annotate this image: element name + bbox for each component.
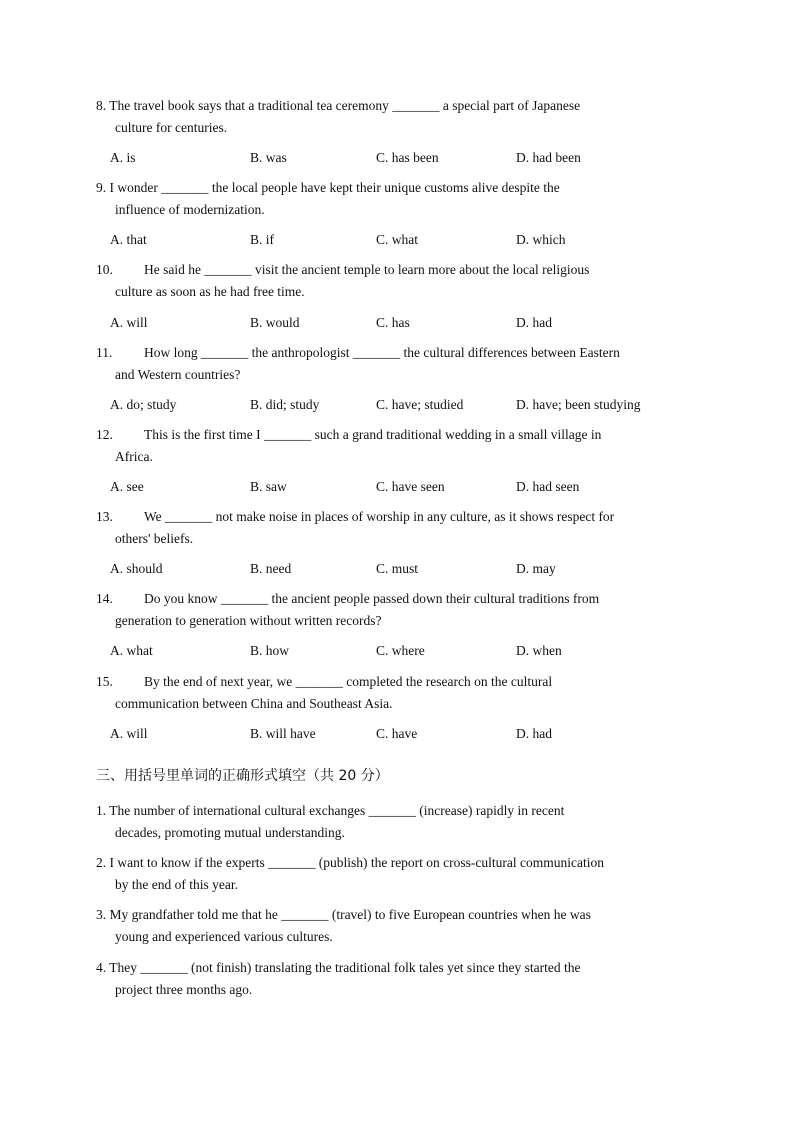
option-c: C. where <box>376 643 425 658</box>
question-10-options <box>110 312 710 334</box>
option-a: A. that <box>110 232 147 247</box>
option-d: D. had <box>516 726 552 741</box>
fill-item-2 <box>96 852 706 896</box>
item-text-cont: project three months ago. <box>115 982 253 997</box>
fill-item-4 <box>96 957 706 1001</box>
question-text: We _______ not make noise in places of worship in any culture, as it shows respect for <box>144 509 615 524</box>
question-10 <box>96 259 706 303</box>
option-b: B. did; study <box>250 397 320 412</box>
question-text: By the end of next year, we _______ completed the research on the cultural <box>144 674 553 689</box>
question-number: 8. <box>96 98 107 113</box>
item-number: 1. <box>96 803 107 818</box>
item-text-cont: young and experienced various cultures. <box>115 929 333 944</box>
item-text: My grandfather told me that he _______ (travel) to five European countries when he was <box>109 907 591 922</box>
question-text-cont: and Western countries? <box>115 367 241 382</box>
question-text-cont: generation to generation without written records? <box>115 613 382 628</box>
option-c: C. have seen <box>376 479 445 494</box>
item-number: 2. <box>96 855 107 870</box>
question-text-cont: influence of modernization. <box>115 202 265 217</box>
item-text: The number of international cultural exchanges _______ (increase) rapidly in recent <box>109 803 565 818</box>
option-d: D. when <box>516 643 562 658</box>
question-text: I wonder _______ the local people have kept their unique customs alive despite the <box>109 180 560 195</box>
item-text: They _______ (not finish) translating the traditional folk tales yet since they started the <box>109 960 581 975</box>
option-c: C. has <box>376 315 410 330</box>
question-text-cont: communication between China and Southeast Asia. <box>115 696 393 711</box>
question-14 <box>96 588 706 632</box>
option-a: A. should <box>110 561 163 576</box>
option-a: A. what <box>110 643 153 658</box>
item-text-cont: by the end of this year. <box>115 877 238 892</box>
question-11-options <box>110 394 710 416</box>
question-text-cont: Africa. <box>115 449 153 464</box>
option-b: B. saw <box>250 479 287 494</box>
option-b: B. if <box>250 232 275 247</box>
question-12-options <box>110 476 710 498</box>
fill-item-3 <box>96 904 706 948</box>
option-a: A. see <box>110 479 144 494</box>
question-text: He said he _______ visit the ancient temple to learn more about the local religious <box>144 262 590 277</box>
option-b: B. how <box>250 643 290 658</box>
question-15 <box>96 671 706 715</box>
question-number: 15. <box>96 674 113 689</box>
question-14-options <box>110 640 710 662</box>
option-d: D. had been <box>516 150 581 165</box>
question-number: 9. <box>96 180 107 195</box>
option-a: A. will <box>110 726 148 741</box>
option-b: B. need <box>250 561 292 576</box>
question-text: This is the first time I _______ such a grand traditional wedding in a small village in <box>144 427 602 442</box>
question-13-options <box>110 558 710 580</box>
fill-item-1 <box>96 800 706 844</box>
option-d: D. have; been studying <box>516 397 641 412</box>
option-c: C. have <box>376 726 418 741</box>
question-11 <box>96 342 706 386</box>
option-b: B. will have <box>250 726 316 741</box>
question-number: 11. <box>96 345 113 360</box>
question-text-cont: culture as soon as he had free time. <box>115 284 305 299</box>
question-8-options <box>110 147 710 169</box>
option-d: D. had seen <box>516 479 580 494</box>
item-text-cont: decades, promoting mutual understanding. <box>115 825 345 840</box>
option-b: B. was <box>250 150 287 165</box>
question-text: Do you know _______ the ancient people passed down their cultural traditions from <box>144 591 600 606</box>
question-number: 12. <box>96 427 113 442</box>
question-13 <box>96 506 706 550</box>
option-c: C. have; studied <box>376 397 464 412</box>
question-9-options <box>110 229 710 251</box>
question-text: The travel book says that a traditional tea ceremony _______ a special part of Japanese <box>109 98 581 113</box>
question-9 <box>96 177 706 221</box>
question-text-cont: others' beliefs. <box>115 531 194 546</box>
question-15-options <box>110 723 710 745</box>
option-d: D. may <box>516 561 556 576</box>
item-number: 4. <box>96 960 107 975</box>
option-b: B. would <box>250 315 300 330</box>
question-number: 13. <box>96 509 113 524</box>
option-c: C. has been <box>376 150 439 165</box>
section-title: 三、用括号里单词的正确形式填空（共 20 分） <box>96 768 389 784</box>
option-a: A. do; study <box>110 397 177 412</box>
option-d: D. which <box>516 232 566 247</box>
option-a: A. is <box>110 150 136 165</box>
option-c: C. must <box>376 561 419 576</box>
question-12 <box>96 424 706 468</box>
question-number: 10. <box>96 262 113 277</box>
item-text: I want to know if the experts _______ (publish) the report on cross-cultural communication <box>109 855 605 870</box>
question-8 <box>96 95 706 139</box>
question-text: How long _______ the anthropologist _______ the cultural differences between Eastern <box>144 345 620 360</box>
option-c: C. what <box>376 232 418 247</box>
question-text-cont: culture for centuries. <box>115 120 228 135</box>
option-d: D. had <box>516 315 552 330</box>
option-a: A. will <box>110 315 148 330</box>
item-number: 3. <box>96 907 107 922</box>
question-number: 14. <box>96 591 113 606</box>
